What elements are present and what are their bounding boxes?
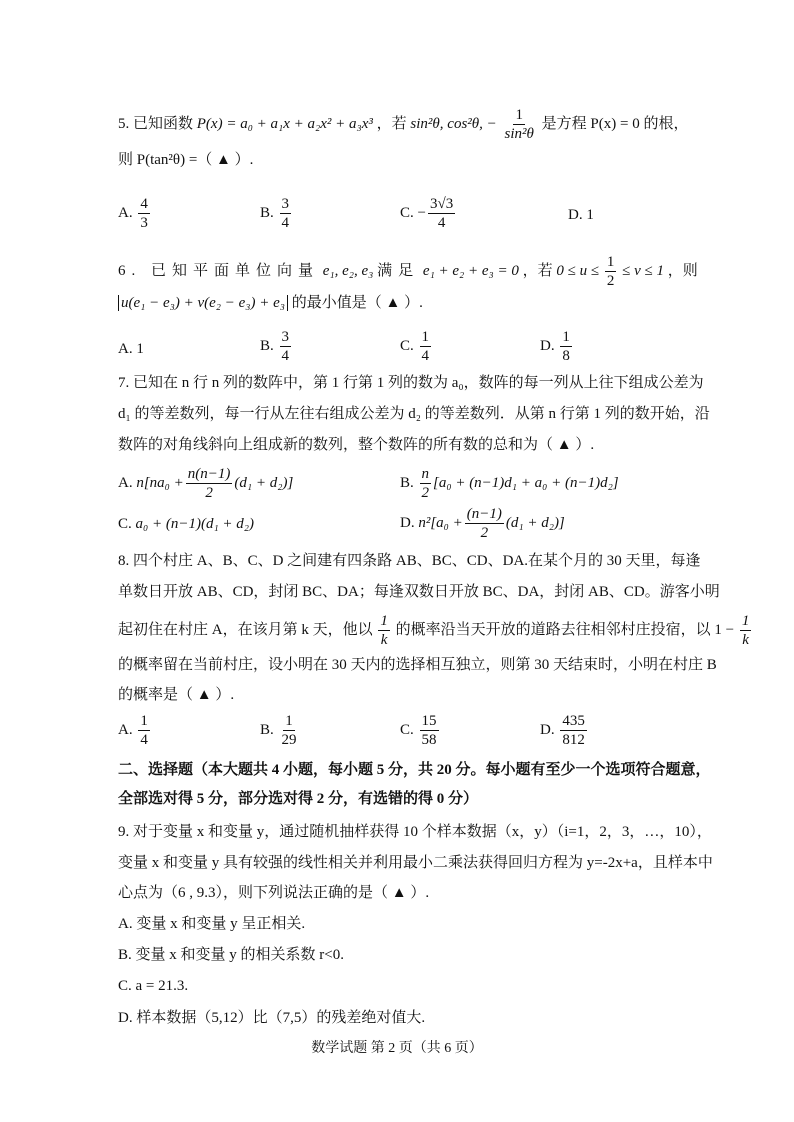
q6-text: 的最小值是（ ▲ ）. — [291, 295, 423, 311]
option-label: B. — [260, 337, 274, 354]
option-expr: [a₀ + (n−1)d₁ + a₀ + (n−1)d₂] — [433, 474, 619, 491]
fraction-denominator: 812 — [562, 732, 585, 748]
q8-option-b — [260, 712, 301, 749]
fraction-denominator: 2 — [205, 485, 213, 501]
option-label: B. — [400, 474, 414, 491]
q5-text: ，若 — [376, 115, 407, 132]
q8-line-3 — [118, 612, 753, 649]
fraction-denominator: 4 — [140, 732, 148, 748]
fraction-numerator: 1 — [606, 254, 615, 270]
fraction-denominator: 4 — [437, 215, 446, 231]
q5-text: 是方程 P(x) = 0 的根， — [541, 115, 689, 132]
option-label: D. — [568, 207, 583, 223]
option-expr: a₀ + (n−1)(d₁ + d₂) — [135, 516, 255, 532]
q6-option-c — [400, 328, 433, 365]
option-sign: − — [417, 204, 426, 221]
fraction-denominator: 2 — [480, 525, 489, 541]
option-label: A. — [118, 341, 133, 357]
q8-line-5: 的概率是（ ▲ ）. — [118, 687, 235, 703]
q6-text: ，则 — [667, 262, 698, 279]
option-label: C. — [118, 516, 132, 532]
option-expr: (d₁ + d₂)] — [505, 514, 565, 531]
q5-option-c — [400, 195, 457, 232]
q6-inequality: 0 ≤ u ≤ — [556, 262, 600, 279]
q5-option-d — [568, 205, 594, 225]
option-fraction — [465, 505, 504, 542]
option-label: B. — [260, 721, 274, 738]
q7-option-b — [400, 465, 619, 502]
fraction-numerator: n — [421, 466, 430, 482]
fraction-denominator: 29 — [281, 732, 297, 748]
q9-option-d: D. 样本数据（5,12）比（7,5）的残差绝对值大. — [118, 1010, 426, 1026]
option-fraction — [428, 195, 455, 232]
option-fraction — [280, 328, 292, 365]
option-label: C. — [400, 337, 414, 354]
option-fraction — [280, 195, 292, 232]
option-fraction — [186, 465, 233, 502]
q8-line-1: 8. 四个村庄 A、B、C、D 之间建有四条路 AB、BC、CD、DA.在某个月的 30 天里，每逢 — [118, 553, 701, 569]
q6-inequality: ≤ v ≤ 1 — [622, 262, 664, 279]
option-value: 1 — [136, 341, 144, 357]
q8-probability-fraction — [378, 612, 390, 649]
option-expr: n²[a₀ + — [418, 514, 463, 531]
q8-option-d — [540, 712, 589, 749]
fraction-numerator: 1 — [380, 613, 388, 629]
fraction-denominator: 4 — [281, 215, 290, 231]
q6-line-2 — [118, 293, 423, 313]
section-heading: 二、选择题（本大题共 4 小题，每小题 5 分，共 20 分。每小题有至少一个选项符合题意， — [118, 762, 711, 778]
q5-line-2: 则 P(tan²θ) =（ ▲ ）. — [118, 152, 254, 168]
option-fraction — [138, 195, 150, 232]
option-label: A. — [118, 204, 133, 221]
q9-option-c: C. a = 21.3. — [118, 978, 189, 994]
fraction-denominator: 4 — [281, 348, 290, 364]
fraction-numerator: 1 — [285, 713, 293, 729]
fraction-denominator: 4 — [421, 348, 430, 364]
q5-option-a — [118, 195, 152, 232]
fraction-denominator: 2 — [421, 485, 430, 501]
fraction-numerator: 1 — [562, 329, 570, 345]
option-fraction — [420, 465, 432, 502]
fraction-numerator: 1 — [741, 613, 750, 629]
option-value: 1 — [586, 207, 594, 223]
q6-option-a — [118, 339, 144, 359]
option-label: C. — [400, 721, 414, 738]
q6-text: 6. 已知平面单位向量 — [118, 262, 320, 279]
option-fraction — [420, 712, 439, 749]
fraction-denominator: 58 — [421, 732, 437, 748]
q8-option-c — [400, 712, 441, 749]
q6-vectors: e₁, e₂, e₃ — [322, 262, 374, 279]
q5-root-fraction — [503, 106, 536, 143]
option-label: A. — [118, 474, 133, 491]
q8-text: 起初住在村庄 A，在该月第 k 天，他以 — [118, 621, 373, 638]
fraction-denominator: k — [380, 632, 388, 648]
q6-vector-norm: u(e₁ − e₃) + v(e₂ − e₃) + e₃ — [118, 295, 288, 311]
q7-line-1: 7. 已知在 n 行 n 列的数阵中，第 1 行第 1 列的数为 a₀，数阵的每一列从上往下组成公差为 — [118, 375, 704, 391]
option-label: A. — [118, 721, 133, 738]
q8-line-2: 单数日开放 AB、CD，封闭 BC、DA；每逢双数日开放 BC、DA，封闭 AB、CD。游客小明 — [118, 584, 720, 600]
fraction-numerator: 3√3 — [429, 196, 454, 212]
q6-text: ，若 — [522, 262, 553, 279]
fraction-denominator: 3 — [140, 215, 148, 231]
fraction-numerator: 1 — [140, 713, 148, 729]
fraction-numerator: 4 — [140, 196, 148, 212]
q5-roots: sin²θ, cos²θ, − — [410, 115, 497, 132]
q5-number: 5. 已知函数 — [118, 115, 194, 132]
q6-line-1 — [118, 253, 698, 290]
fraction-denominator: sin²θ — [504, 126, 534, 142]
q8-line-4: 的概率留在当前村庄，设小明在 30 天内的选择相互独立，则第 30 天结束时，小明在村庄 B — [118, 657, 717, 673]
fraction-numerator: 3 — [281, 329, 290, 345]
option-label: D. — [540, 721, 555, 738]
option-label: C. — [400, 204, 414, 221]
option-label: D. — [540, 337, 555, 354]
option-expr: (d₁ + d₂)] — [234, 474, 294, 491]
section-heading-line-2: 全部选对得 5 分，部分选对得 2 分，有选错的得 0 分） — [118, 791, 479, 807]
q7-line-3: 数阵的对角线斜向上组成新的数列，整个数阵的所有数的总和为（ ▲ ）. — [118, 437, 595, 453]
q7-option-c — [118, 514, 254, 534]
q5-line-1 — [118, 106, 688, 143]
q9-option-b: B. 变量 x 和变量 y 的相关系数 r<0. — [118, 947, 344, 963]
option-expr: n[na₀ + — [136, 474, 184, 491]
option-fraction — [420, 328, 432, 365]
fraction-numerator: 435 — [562, 713, 585, 729]
q9-line-3: 心点为（6 , 9.3），则下列说法正确的是（ ▲ ）. — [118, 885, 430, 901]
q5-option-b — [260, 195, 293, 232]
q7-line-2: d₁ 的等差数列，每一行从左往右组成公差为 d₂ 的等差数列．从第 n 行第 1 列的数开始，沿 — [118, 406, 710, 422]
fraction-numerator: (n−1) — [466, 506, 502, 522]
fraction-denominator: 8 — [562, 348, 570, 364]
fraction-numerator: n(n−1) — [187, 466, 231, 482]
fraction-numerator: 15 — [421, 713, 437, 729]
q6-text: 满足 — [377, 262, 420, 279]
q5-polynomial: P(x) = a₀ + a₁x + a₂x² + a₃x³ — [196, 115, 373, 132]
q9-line-1: 9. 对于变量 x 和变量 y，通过随机抽样获得 10 个样本数据（x，y）（i=1，2，3，…，10）， — [118, 824, 712, 840]
q6-option-d — [540, 328, 574, 365]
option-label: D. — [400, 514, 415, 531]
option-fraction — [560, 712, 587, 749]
page-footer: 数学试题 第 2 页（共 6 页） — [311, 1041, 483, 1056]
option-fraction — [138, 712, 150, 749]
q8-option-a — [118, 712, 152, 749]
q9-option-a: A. 变量 x 和变量 y 呈正相关. — [118, 916, 306, 932]
q6-half-fraction — [605, 253, 617, 290]
q6-sum-equation: e₁ + e₂ + e₃ = 0 — [422, 262, 519, 279]
fraction-numerator: 1 — [421, 329, 430, 345]
q9-line-2: 变量 x 和变量 y 具有较强的线性相关并利用最小二乘法获得回归方程为 y=-2x+a，且样本中 — [118, 855, 713, 871]
fraction-denominator: 2 — [606, 273, 615, 289]
fraction-numerator: 3 — [281, 196, 290, 212]
q7-option-a — [118, 465, 293, 502]
fraction-denominator: k — [742, 632, 749, 648]
option-label: B. — [260, 204, 274, 221]
q8-text: 的概率沿当天开放的道路去往相邻村庄投宿，以 1 − — [395, 621, 735, 638]
q8-probability-fraction-2 — [740, 612, 752, 649]
option-fraction — [280, 712, 299, 749]
q6-option-b — [260, 328, 293, 365]
fraction-numerator: 1 — [515, 107, 523, 123]
option-fraction — [560, 328, 572, 365]
q7-option-d — [400, 505, 565, 542]
